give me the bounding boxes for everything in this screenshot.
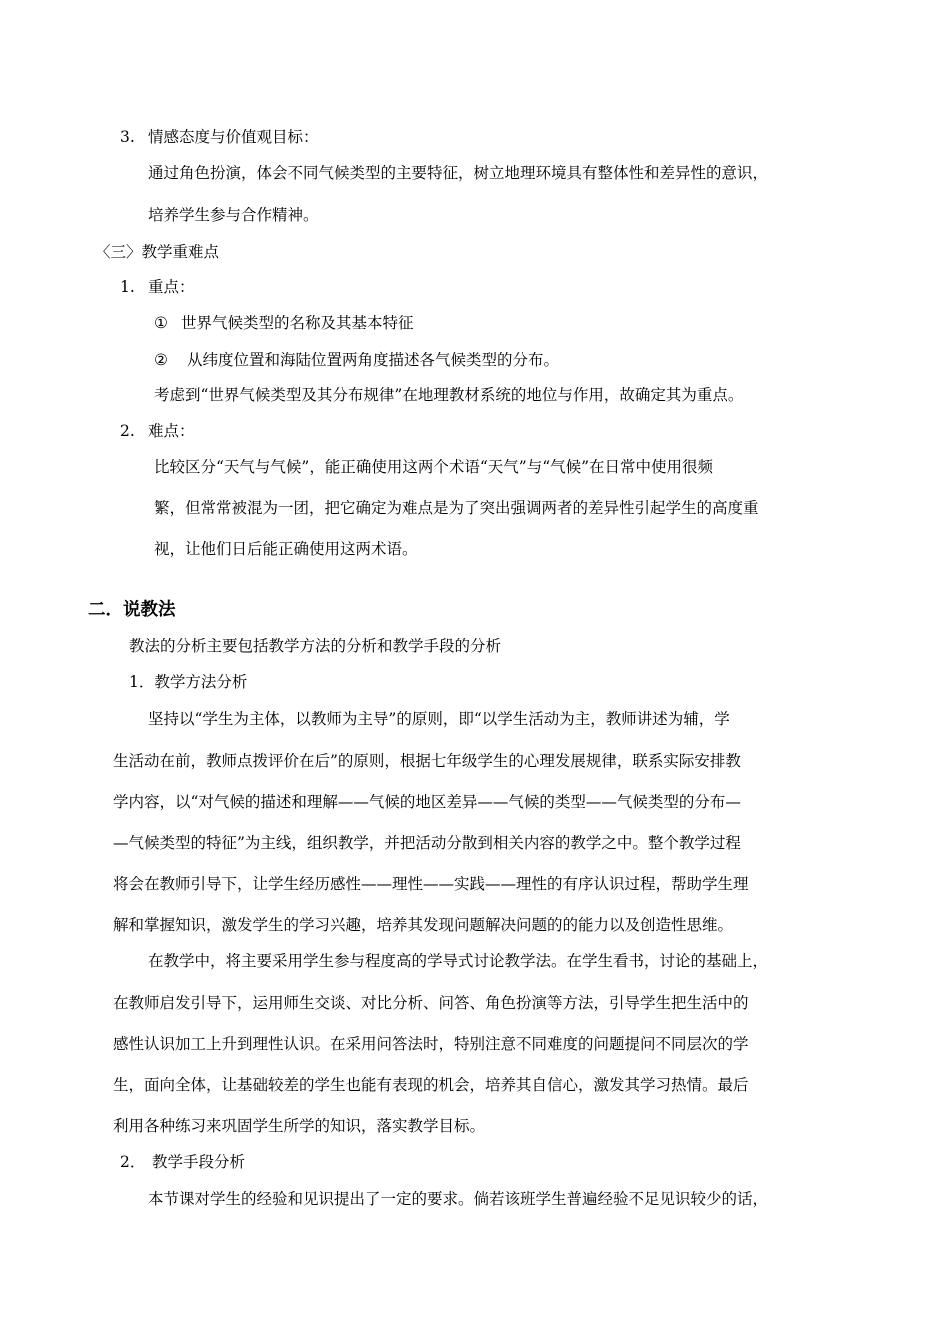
paragraph-line: 感性认识加工上升到理性认识。在采用问答法时，特别注意不同难度的问题提问不同层次的学 [113, 1035, 749, 1053]
paragraph-line: 将会在教师引导下，让学生经历感性——理性——实践——理性的有序认识过程，帮助学生理 [113, 875, 749, 893]
section-intro: 教法的分析主要包括教学方法的分析和教学手段的分析 [129, 637, 502, 655]
objective-3-heading [120, 127, 319, 147]
paragraph-line: 利用各种练习来巩固学生所学的知识，落实教学目标。 [113, 1117, 486, 1135]
circled-marker: ① [154, 314, 168, 332]
key-point-item [154, 313, 414, 333]
paragraph-line: 视，让他们日后能正确使用这两术语。 [154, 540, 418, 558]
difficulty-title: 难点： [148, 422, 195, 440]
difficulty-heading [120, 421, 195, 441]
paragraph-line: 在教学中，将主要采用学生参与程度高的学导式讨论教学法。在学生看书，讨论的基础上， [148, 952, 769, 970]
list-number: 2. [120, 422, 135, 440]
paragraph-line: 生活动在前，教师点拨评价在后”的原则，根据七年级学生的心理发展规律，联系实际安排教 [113, 752, 741, 770]
objective-3-title: 情感态度与价值观目标： [148, 128, 319, 146]
paragraph-line: —气候类型的特征”为主线，组织教学，并把活动分散到相关内容的教学之中。整个教学过程 [113, 834, 741, 852]
paragraph-line: 繁，但常常被混为一团，把它确定为难点是为了突出强调两者的差异性引起学生的高度重 [154, 499, 759, 517]
method-heading: 1．教学方法分析 [129, 673, 248, 691]
list-number: 3. [120, 128, 135, 146]
paragraph-line: 生，面向全体，让基础较差的学生也能有表现的机会，培养其自信心，激发其学习热情。最后 [113, 1076, 749, 1094]
paragraph-line: 学内容，以“对气候的描述和理解——气候的地区差异——气候的类型——气候类型的分布— [113, 793, 741, 811]
paragraph-line: 在教师启发引导下，运用师生交谈、对比分析、问答、角色扮演等方法，引导学生把生活中的 [113, 994, 749, 1012]
key-point-text: 从纬度位置和海陆位置两角度描述各气候类型的分布。 [187, 351, 560, 369]
list-number: 2． [120, 1153, 146, 1171]
means-title: 教学手段分析 [152, 1153, 246, 1171]
key-point-item [154, 350, 559, 370]
key-point-note: 考虑到“世界气候类型及其分布规律”在地理教材系统的地位与作用，故确定其为重点。 [154, 386, 744, 404]
key-point-heading [120, 277, 195, 297]
section-heading: 二．说教法 [88, 600, 176, 620]
list-number: 1. [120, 278, 135, 296]
key-point-title: 重点： [148, 278, 195, 296]
key-point-text: 世界气候类型的名称及其基本特征 [181, 314, 414, 332]
paragraph-line: 坚持以“学生为主体，以教师为主导”的原则，即“以学生活动为主，教师讲述为辅，学 [148, 710, 730, 728]
means-heading [120, 1152, 245, 1172]
paragraph-line: 比较区分“天气与气候”，能正确使用这两个术语“天气”与“气候”在日常中使用很频 [154, 458, 714, 476]
paragraph-line: 本节课对学生的经验和见识提出了一定的要求。倘若该班学生普遍经验不足见识较少的话， [148, 1190, 769, 1208]
paragraph-line: 解和掌握知识，激发学生的学习兴趣，培养其发现问题解决问题的的能力以及创造性思维。 [113, 916, 734, 934]
paragraph-line: 培养学生参与合作精神。 [148, 206, 319, 224]
circled-marker: ② [154, 351, 168, 369]
paragraph-line: 通过角色扮演，体会不同气候类型的主要特征，树立地理环境具有整体性和差异性的意识， [148, 164, 769, 182]
section-subheading: 〈三〉教学重难点 [95, 243, 220, 261]
